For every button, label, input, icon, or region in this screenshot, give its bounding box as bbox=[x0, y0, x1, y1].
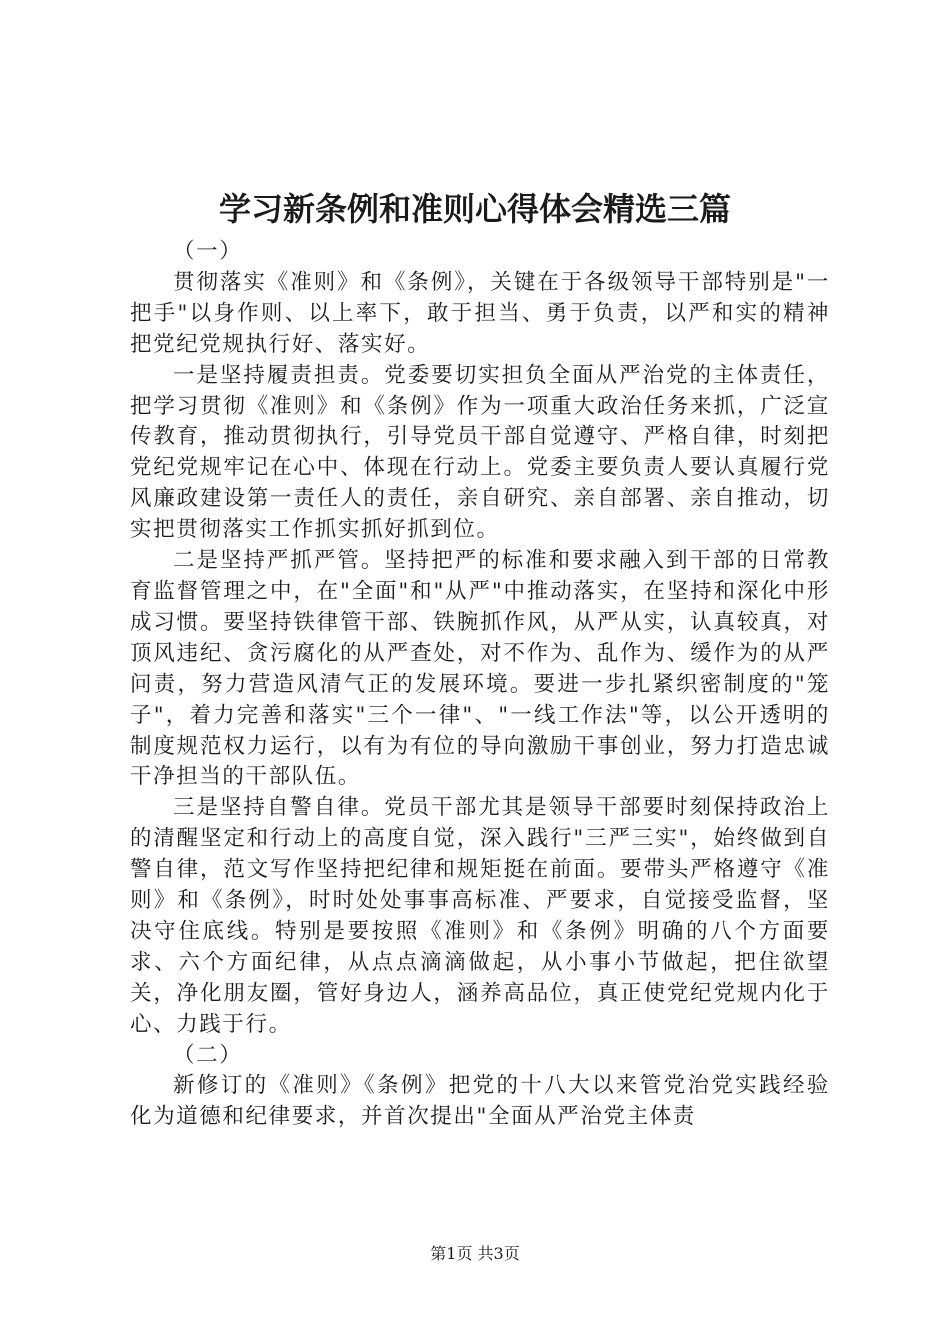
section-heading-2: （二） bbox=[173, 1042, 243, 1068]
paragraph-point-3: 三是坚持自警自律。党员干部尤其是领导干部要时刻保持政治上的清醒坚定和行动上的高度自觉，深入践行"三严三实"，始终做到自警自律，范文写作坚持把纪律和规矩挺在前面。要带头严格遵守《准则》和《条例》，时时处处事事高标准、严要求，自觉接受监督，坚决守住底线。特别是要按照《准则》和《条例》明确的八个方面要求、六个方面纪律，从点点滴滴做起，从小事小节做起，把住欲望关，净化朋友圈，管好身边人，涵养高品位，真正使党纪党规内化于心、力践于行。 bbox=[130, 795, 830, 1037]
page-footer: 第1页 共3页 bbox=[430, 1244, 520, 1263]
paragraph-intro: 贯彻落实《准则》和《条例》，关键在于各级领导干部特别是"一把手"以身作则、以上率下，敢于担当、勇于负责，以严和实的精神把党纪党规执行好、落实好。 bbox=[130, 269, 830, 357]
document-title: 学习新条例和准则心得体会精选三篇 bbox=[218, 190, 731, 228]
section-heading-1: （一） bbox=[173, 239, 243, 264]
paragraph-section-2: 新修订的《准则》《条例》把党的十八大以来管党治党实践经验化为道德和纪律要求，并首次提出"全面从严治党主体责 bbox=[130, 1073, 830, 1130]
paragraph-point-1: 一是坚持履责担责。党委要切实担负全面从严治党的主体责任，把学习贯彻《准则》和《条例》作为一项重大政治任务来抓，广泛宣传教育，推动贯彻执行，引导党员干部自觉遵守、严格自律，时刻把党纪党规牢记在心中、体现在行动上。党委主要负责人要认真履行党风廉政建设第一责任人的责任，亲自研究、亲自部署、亲自推动，切实把贯彻落实工作抓实抓好抓到位。 bbox=[130, 362, 830, 543]
document-body bbox=[130, 237, 830, 1133]
paragraph-point-2: 二是坚持严抓严管。坚持把严的标准和要求融入到干部的日常教育监督管理之中，在"全面"和"从严"中推动落实，在坚持和深化中形成习惯。要坚持铁律管干部、铁腕抓作风，从严从实，认真较真，对顶风违纪、贪污腐化的从严查处，对不作为、乱作为、缓作为的从严问责，努力营造风清气正的发展环境。要进一步扎紧织密制度的"笼子"，着力完善和落实"三个一律"、"一线工作法"等，以公开透明的制度规范权力运行，以有为有位的导向激励干事创业，努力打造忠诚干净担当的干部队伍。 bbox=[130, 548, 830, 790]
